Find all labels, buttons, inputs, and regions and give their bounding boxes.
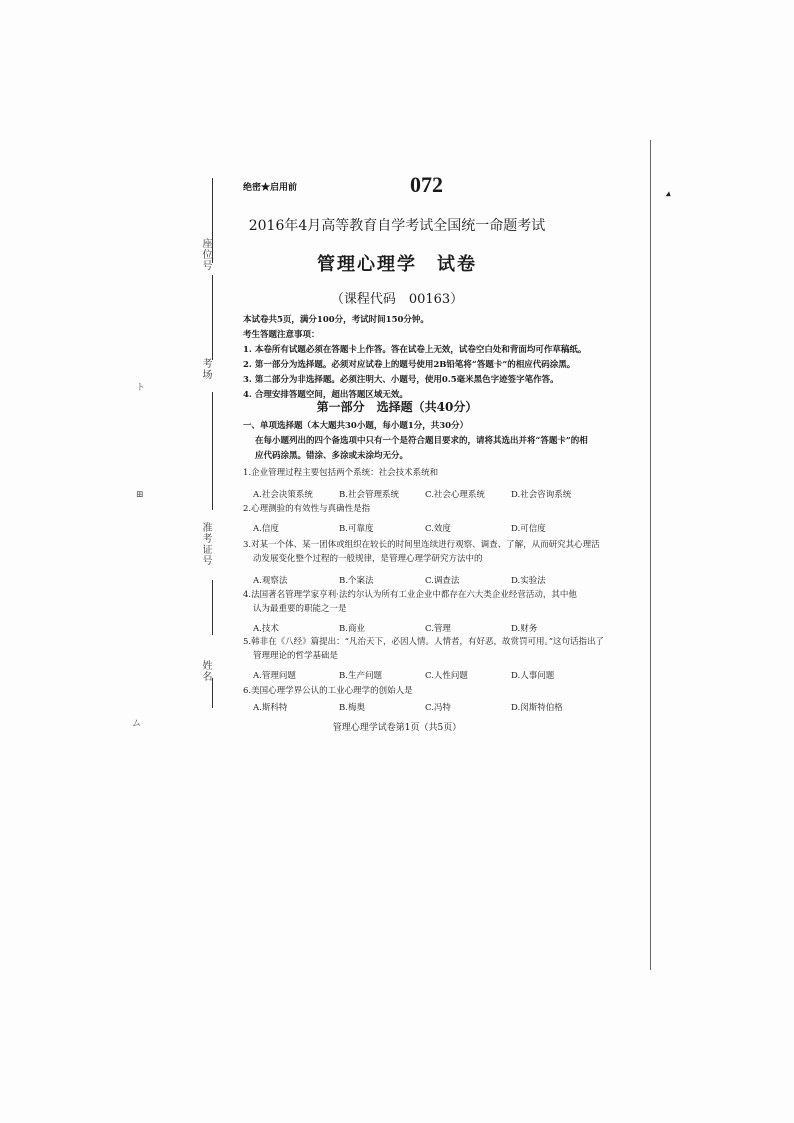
notice-item: 3. 第二部分为非选择题。必须注明大、小题号，使用0.5毫米黑色字迹签字笔作答。 <box>243 375 559 385</box>
option: D.财务 <box>511 624 538 634</box>
subject-title: 管理心理学 试卷 <box>317 254 477 275</box>
option: A.信度 <box>253 524 279 534</box>
binding-line <box>212 678 213 708</box>
margin-mark: ⊞ <box>136 490 144 500</box>
question-stem <box>243 588 623 616</box>
option: C.人性问题 <box>425 671 468 681</box>
question-stem-line: 认为最重要的职能之一是 <box>253 604 347 614</box>
question-stem: 2.心理测验的有效性与真确性是指 <box>243 504 371 514</box>
section-heading <box>243 419 618 464</box>
question-options <box>253 522 623 534</box>
notice-heading: 考生答题注意事项： <box>243 330 320 340</box>
name-label: 姓名 <box>200 660 211 682</box>
question-stem <box>243 538 623 566</box>
notice-item: 2. 第一部分为选择题。必须对应试卷上的题号使用2B铅笔将“答题卡”的相应代码涂黑。 <box>243 360 576 370</box>
venue-label: 考场 <box>200 358 211 380</box>
question-stem-line: 动发展变化整个过程的一般规律，是管理心理学研究方法中的 <box>253 554 483 564</box>
question-stem-line: 4.法国著名管理学家亨利·法约尔认为所有工业企业中都存在六大类企业经营活动，其中他 <box>243 590 577 600</box>
option: A.技术 <box>253 624 279 634</box>
paper-info-line: 本试卷共5页，满分100分，考试时间150分钟。 <box>243 315 429 325</box>
paper-info <box>243 313 618 403</box>
option: A.社会决策系统 <box>253 490 313 500</box>
ticket-number-label: 准考证号 <box>200 522 211 566</box>
option: C.冯特 <box>425 703 451 713</box>
option: D.实验法 <box>511 576 546 586</box>
corner-mark <box>666 191 673 198</box>
question-options <box>253 488 623 500</box>
option: B.社会管理系统 <box>339 490 399 500</box>
paper-code: 072 <box>410 172 443 197</box>
option: A.管理问题 <box>253 671 296 681</box>
margin-mark: ム <box>132 719 142 729</box>
option: D.可信度 <box>511 524 546 534</box>
notice-item: 1. 本卷所有试题必须在答题卡上作答。答在试卷上无效，试卷空白处和背面均可作草稿纸。 <box>243 345 587 355</box>
binding-line <box>212 580 213 635</box>
option: C.管理 <box>425 624 451 634</box>
question-stem-line: 管理理论的哲学基础是 <box>253 651 339 661</box>
question-stem-line: 5.韩非在《八经》篇提出：“凡治天下，必因人情。人情者，有好恶，故赏罚可用。”这句话指出了 <box>243 637 605 647</box>
question-stem-line: 3.对某一个体、某一团体或组织在较长的时间里连续进行观察、调查、了解，从而研究其心理活 <box>243 540 600 550</box>
notice-item: 4. 合理安排答题空间，超出答题区域无效。 <box>243 390 408 400</box>
question-options <box>253 701 623 713</box>
option: C.调查法 <box>425 576 460 586</box>
question-options <box>253 669 623 681</box>
exam-title: 2016年4月高等教育自学考试全国统一命题考试 <box>248 218 546 234</box>
option: C.效度 <box>425 524 451 534</box>
option: D.人事问题 <box>511 671 555 681</box>
question-options <box>253 574 623 586</box>
option: B.个案法 <box>339 576 374 586</box>
confidential-label: 绝密★启用前 <box>243 183 298 193</box>
section-instruction: 在每小题列出的四个备选项中只有一个是符合题目要求的，请将其选出并将“答题卡”的相 <box>255 436 588 446</box>
option: B.可靠度 <box>339 524 374 534</box>
option: A.斯科特 <box>253 703 288 713</box>
course-code: （课程代码 00163） <box>330 292 464 307</box>
option: D.闵斯特伯格 <box>511 703 563 713</box>
part-one-title: 第一部分 选择题（共40分） <box>316 400 478 414</box>
question-stem: 1.企业管理过程主要包括两个系统：社会技术系统和 <box>243 468 439 478</box>
question-options <box>253 622 623 634</box>
seat-number-label: 座位号 <box>200 238 211 271</box>
page-footer: 管理心理学试卷第1页（共5页） <box>332 723 462 733</box>
option: D.社会咨询系统 <box>511 490 572 500</box>
section-title: 一、单项选择题（本大题共30小题，每小题1分，共30分） <box>243 421 469 431</box>
section-instruction: 应代码涂黑。错涂、多涂或未涂均无分。 <box>255 451 409 461</box>
margin-mark: ト <box>136 383 146 393</box>
option: C.社会心理系统 <box>425 490 485 500</box>
option: A.观察法 <box>253 576 288 586</box>
question-stem: 6.美国心理学界公认的工业心理学的创始人是 <box>243 686 413 696</box>
question-stem <box>243 635 623 663</box>
option: B.梅奥 <box>339 703 365 713</box>
option: B.商业 <box>339 624 365 634</box>
option: B.生产问题 <box>339 671 382 681</box>
